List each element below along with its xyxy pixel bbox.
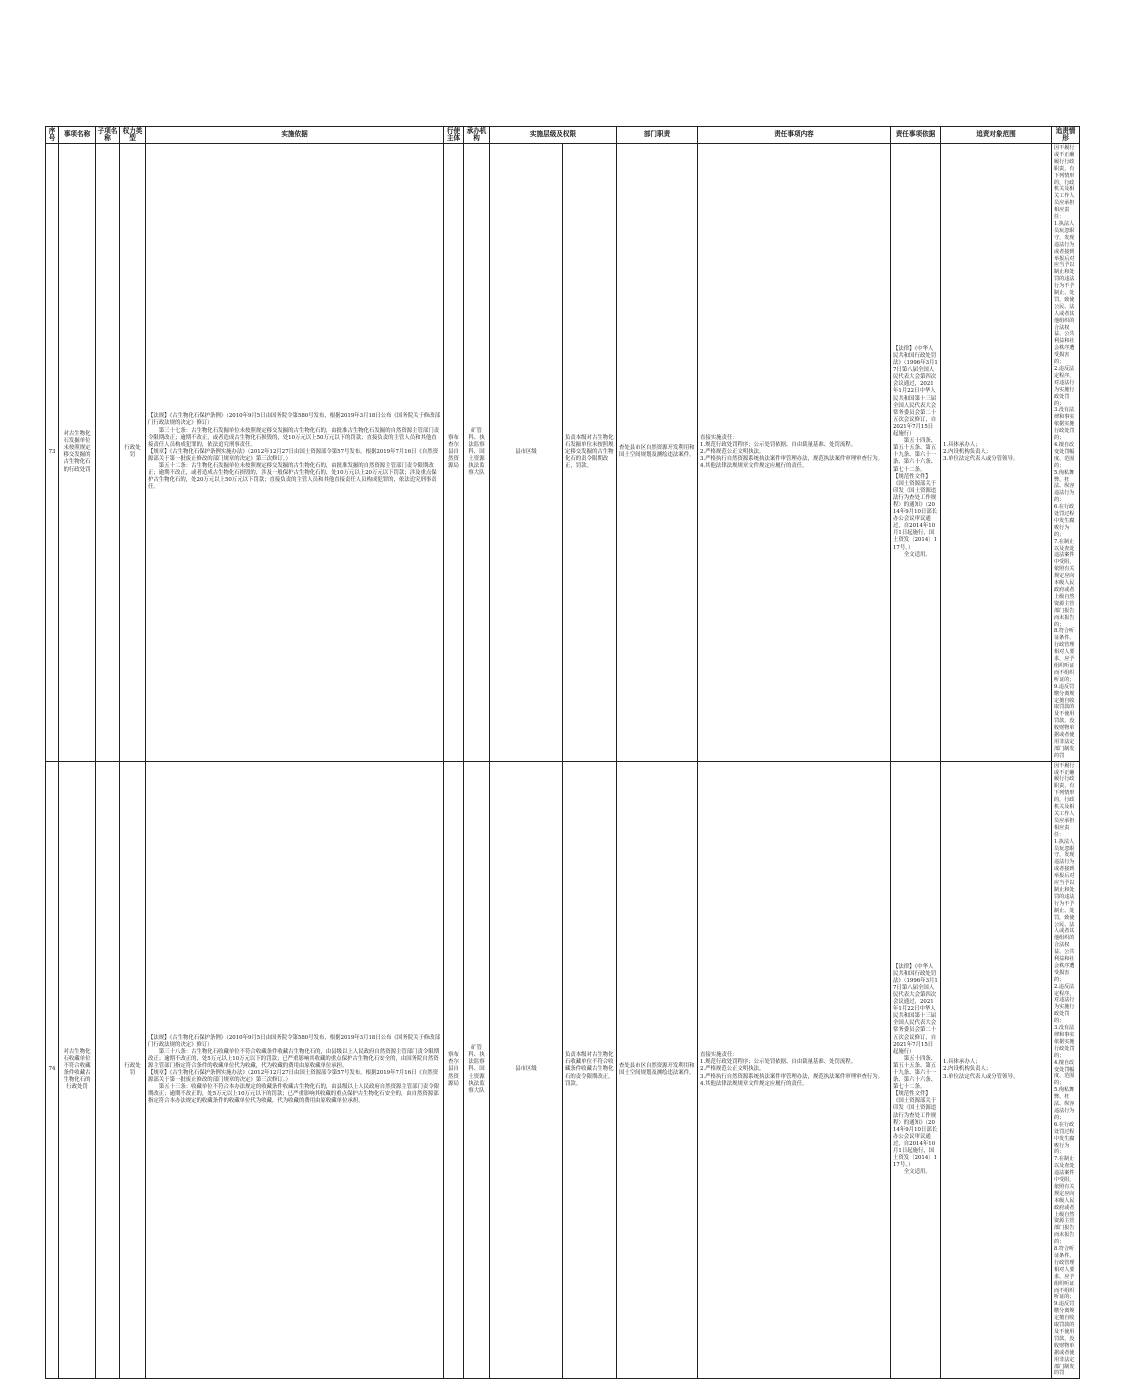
table-header-row <box>46 127 1080 144</box>
row-seq: 74 <box>46 761 59 1379</box>
row-sub-item <box>96 144 120 762</box>
row-duty: 查处县市区自然资源开发利用和国土空间规划及测绘违法案件。 <box>617 761 698 1379</box>
table-row <box>46 144 1080 762</box>
row-level-desc: 负责本级对古生物化石收藏单位不符合收藏条件收藏古生物化石的责令限期改正，罚款。 <box>563 761 617 1379</box>
header-cases: 追责情形 <box>1052 127 1080 144</box>
row-target: 1.具体承办人； 2.内设机构负责人； 3.单位法定代表人或分管领导。 <box>941 144 1052 762</box>
row-level-desc: 负责本级对古生物化石发掘单位未按照规定移交发掘的古生物化石的责令限期改正，罚款。 <box>563 144 617 762</box>
header-level: 实施层级及权限 <box>490 127 617 144</box>
header-item-name: 事项名称 <box>59 127 96 144</box>
row-power-type: 行政处罚 <box>120 761 146 1379</box>
responsibility-table <box>45 126 1080 1379</box>
table-row <box>46 761 1080 1379</box>
header-resp-basis: 责任事项依据 <box>891 127 941 144</box>
header-agency: 承办机构 <box>464 127 490 144</box>
row-basis: 【法规】《古生物化石保护条例》（2010年9月5日由国务院令第580号发布，根据2019年3月18日公布《国务院关于修改部门行政法规的决定》修订） 第三十八条：古生物化石收藏单位不符合收藏条件收藏古生物化石的，由县级以上人民政府自然资源主管部门责令限期改正；逾期不改正的，处5万元以上10万元以下的罚款；已严重影响其收藏的重点保护古生物化石安全的，由国务院自然资源主管部门指定符合条件的收藏单位代为收藏，代为收藏的费用由原收藏单位承担。 【规章】《古生物化石保护条例实施办法》（2012年12月27日由国土资源部令第57号发布，根据2019年7月16日《自然资源部关于第一批废止修改的部门规章的决定》第三次修订。） 第五十三条：收藏单位不符合本办法规定的收藏条件收藏古生物化石的，由县级以上人民政府自然资源主管部门责令限期改正；逾期不改正的，处5万元以上10万元以下的罚款；已严重影响其收藏的重点保护古生物化石安全的，由自然资源部指定符合本办法规定的收藏条件的收藏单位代为收藏，代为收藏的费用由原收藏单位承担。 <box>146 761 444 1379</box>
row-power-type: 行政处罚 <box>120 144 146 762</box>
row-subject: 察布查尔县自然资源局 <box>444 761 464 1379</box>
row-resp: 直接实施责任： 1.规范行政处罚程序；公示处罚依据、自由裁量基准、处罚流程。 2.严格规范公正文明执法。 3.严格执行自然资源系统执法案件审管理办法，规范执法案件审理审查行为。 4.其他法律法规规章文件规定应履行的责任。 <box>698 144 891 762</box>
header-seq: 序号 <box>46 127 59 144</box>
header-basis: 实施依据 <box>146 127 444 144</box>
row-sub-item <box>96 761 120 1379</box>
row-resp: 直接实施责任： 1.规范行政处罚程序；公示处罚依据、自由裁量基准、处罚流程。 2.严格规范公正文明执法。 3.严格执行自然资源系统执法案件审管理办法，规范执法案件审理审查行为。 4.其他法律法规规章文件规定应履行的责任。 <box>698 761 891 1379</box>
row-duty: 查处县市区自然资源开发利用和国土空间规划及测绘违法案件。 <box>617 144 698 762</box>
header-resp: 责任事项内容 <box>698 127 891 144</box>
row-basis: 【法规】《古生物化石保护条例》（2010年9月5日由国务院令第580号发布，根据2019年3月18日公布《国务院关于修改部门行政法规的决定》修订） 第三十七条：古生物化石发掘单位未按照规定移交发掘的古生物化石的，由批准古生物化石发掘的自然资源主管部门责令限期改正；逾期不改正，或者造成古生物化石损毁的，处10万元以上50万元以下的罚款；直接负责的主管人员和其他直接责任人员构成犯罪的，依法追究刑事责任。 【规章】《古生物化石保护条例实施办法》（2012年12月27日由国土资源部令第57号发布，根据2019年7月16日《自然资源部关于第一批废止修改的部门规章的决定》第三次修订。） 第五十二条：古生物化石发掘单位未按照规定移交发掘的古生物化石的，由批准发掘的自然资源主管部门责令限期改正；逾期不改正，或者造成古生物化石损毁的，涉及一般保护古生物化石的，处10万元以上20万元以下罚款；涉及重点保护古生物化石的，处20万元以上50万元以下罚款；直接负责的主管人员和其他直接责任人员构成犯罪的，依法追究刑事责任。 <box>146 144 444 762</box>
row-cases: 因不履行或不正确履行行政职责，有下列情形的，行政机关及相关工作人员应承担相应责任： 1.执法人员玩忽职守，发现违法行为或者接到举报后对应当予以制止和处罚的违法行为不予制止、处罚，致使公民、法人或者其他组织的合法权益、公共利益和社会秩序遭受损害的； 2.违反法定程序，对违法行为实施行政处罚的； 3.没有法律和事实依据实施行政处罚的； 4.擅自改变处罚幅度、范围的； 5.徇私舞弊、枉法、纵容违法行为的； 6.在行政处罚过程中发生腐败行为的； 7.在制止以及查处违法案件中受阻，依照有关规定应向本级人民政府或者上级自然资源主管部门报告而未报告的； 8.符合听证条件、行政管理相对人要求，应予组织听证而不组织听证的； 9.违反罚缴分离规定擅自收取罚款的及不使用罚款，没收财物单据或者使用非法定部门制发的罚 <box>1052 761 1080 1379</box>
header-power-type: 权力类型 <box>120 127 146 144</box>
header-sub-item: 子项名称 <box>96 127 120 144</box>
row-cases: 因不履行或不正确履行行政职责，有下列情形的，行政机关及相关工作人员应承担相应责任： 1.执法人员玩忽职守，发现违法行为或者接到举报后对应当予以制止和处罚的违法行为不予制止、处罚，致使公民、法人或者其他组织的合法权益、公共利益和社会秩序遭受损害的； 2.违反法定程序，对违法行为实施行政处罚的； 3.没有法律和事实依据实施行政处罚的； 4.擅自改变处罚幅度、范围的； 5.徇私舞弊、枉法、纵容违法行为的； 6.在行政处罚过程中发生腐败行为的； 7.在制止以及查处违法案件中受阻，依照有关规定应向本级人民政府或者上级自然资源主管部门报告而未报告的； 8.符合听证条件、行政管理相对人要求，应予组织听证而不组织听证的； 9.违反罚缴分离规定擅自收取罚款的及不使用罚款，没收财物单据或者使用非法定部门制发的罚 <box>1052 144 1080 762</box>
row-resp-basis: 【法律】《中华人民共和国行政处罚法》（1996年3月17日第八届全国人民代表大会第四次会议通过，2021年1月22日中华人民共和国第十三届全国人民代表大会常务委员会第二十五次会议修订，自2021年7月15日起施行） 第五十四条、第五十五条、第五十九条、第六十一条、第六十六条、第七十二条。 【规范性文件】《国土资源部关于印发〈国土资源违法行为查处工作规程〉的通知》（2014年9月10日部长办公会议审议通过，自2014年10月1日起施行，国土资发〔2014〕117号。） 全文适用。 <box>891 144 941 762</box>
header-duty: 部门职责 <box>617 127 698 144</box>
responsibility-table-page <box>45 126 1079 1379</box>
row-agency: 矿管科、执法监察科、国土资源执法监察大队 <box>464 761 490 1379</box>
row-target: 1.具体承办人； 2.内设机构负责人； 3.单位法定代表人或分管领导。 <box>941 761 1052 1379</box>
row-seq: 73 <box>46 144 59 762</box>
row-level: 县市区级 <box>490 761 563 1379</box>
row-subject: 察布查尔县自然资源局 <box>444 144 464 762</box>
header-target: 追责对象范围 <box>941 127 1052 144</box>
row-item-name: 对古生物化石发掘单位未按照规定移交发掘的古生物化石的行政处罚 <box>59 144 96 762</box>
row-agency: 矿管科、执法监察科、国土资源执法监察大队 <box>464 144 490 762</box>
row-item-name: 对古生物化石收藏单位不符合收藏条件收藏古生物化石的行政处罚 <box>59 761 96 1379</box>
row-resp-basis: 【法律】《中华人民共和国行政处罚法》（1996年3月17日第八届全国人民代表大会第四次会议通过，2021年1月22日中华人民共和国第十三届全国人民代表大会常务委员会第二十五次会议修订，自2021年7月15日起施行） 第五十四条、第五十五条、第五十九条、第六十一条、第六十六条、第七十二条。 【规范性文件】《国土资源部关于印发〈国土资源违法行为查处工作规程〉的通知》（2014年9月10日部长办公会议审议通过，自2014年10月1日起施行，国土资发〔2014〕117号。） 全文适用。 <box>891 761 941 1379</box>
header-subject: 行使主体 <box>444 127 464 144</box>
row-level: 县市区级 <box>490 144 563 762</box>
